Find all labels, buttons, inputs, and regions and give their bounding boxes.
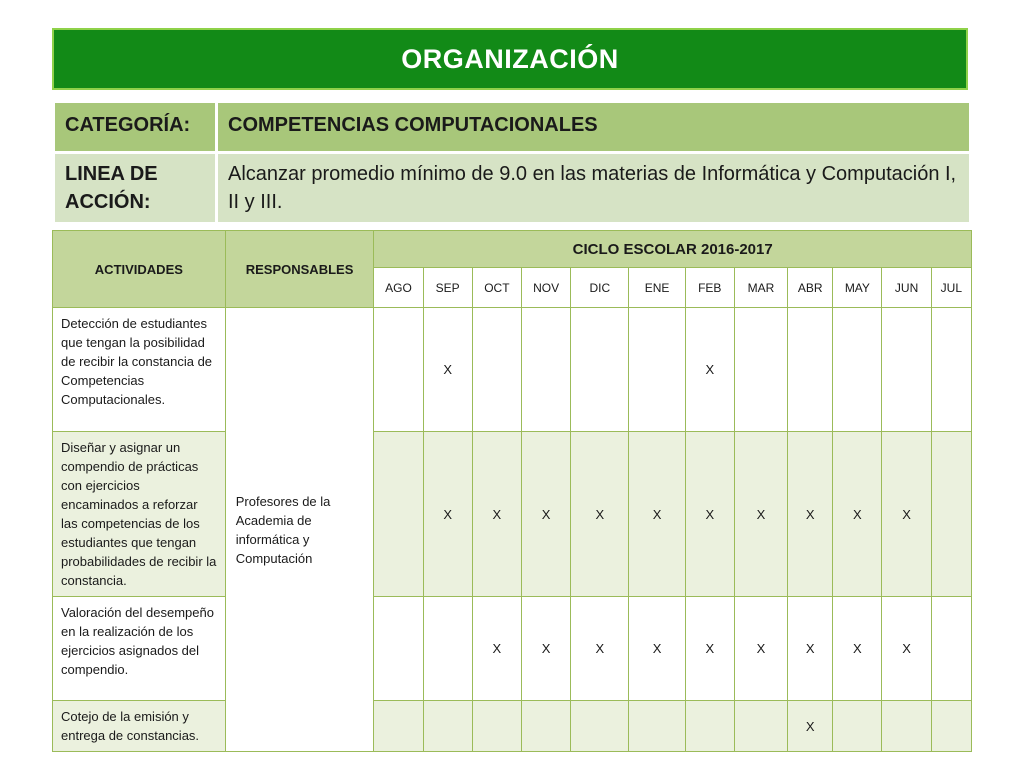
schedule-mark — [521, 701, 570, 752]
schedule-mark — [374, 432, 423, 597]
page-title: ORGANIZACIÓN — [401, 43, 619, 74]
schedule-mark — [571, 701, 629, 752]
schedule-mark — [374, 597, 423, 701]
schedule-mark: X — [882, 597, 931, 701]
category-label: CATEGORÍA: — [54, 102, 217, 153]
month-header: AGO — [374, 268, 423, 308]
schedule-mark: X — [629, 432, 685, 597]
schedule-mark — [734, 701, 787, 752]
schedule-mark: X — [629, 597, 685, 701]
schedule-mark: X — [685, 597, 734, 701]
schedule-mark — [521, 308, 570, 432]
category-row — [54, 102, 971, 153]
schedule-mark: X — [423, 432, 472, 597]
month-header: SEP — [423, 268, 472, 308]
activities-header: ACTIVIDADES — [53, 231, 226, 308]
month-header: ENE — [629, 268, 685, 308]
activity-text: Diseñar y asignar un compendio de prácticas con ejercicios encaminados a reforzar las competencias de los estudiantes que tengan probabilidades de recibir la constancia. — [53, 432, 226, 597]
info-table — [52, 100, 972, 225]
action-line-label: LINEA DE ACCIÓN: — [54, 153, 217, 224]
schedule-mark: X — [571, 432, 629, 597]
schedule-mark — [374, 701, 423, 752]
schedule-mark: X — [472, 432, 521, 597]
month-header: FEB — [685, 268, 734, 308]
schedule-mark — [472, 308, 521, 432]
activity-text: Valoración del desempeño en la realización de los ejercicios asignados del compendio. — [53, 597, 226, 701]
activity-row — [53, 308, 972, 432]
action-line-row — [54, 153, 971, 224]
schedule-mark — [374, 308, 423, 432]
schedule-table — [52, 230, 972, 752]
schedule-mark — [833, 308, 882, 432]
schedule-mark — [423, 701, 472, 752]
schedule-mark — [931, 701, 971, 752]
schedule-mark: X — [472, 597, 521, 701]
schedule-mark: X — [423, 308, 472, 432]
schedule-mark: X — [788, 701, 833, 752]
schedule-mark: X — [788, 597, 833, 701]
schedule-mark: X — [882, 432, 931, 597]
activity-row — [53, 597, 972, 701]
schedule-mark — [833, 701, 882, 752]
activity-row — [53, 701, 972, 752]
month-header: NOV — [521, 268, 570, 308]
schedule-mark: X — [734, 597, 787, 701]
schedule-mark — [571, 308, 629, 432]
schedule-mark — [685, 701, 734, 752]
schedule-mark — [629, 308, 685, 432]
schedule-mark: X — [685, 432, 734, 597]
schedule-mark: X — [734, 432, 787, 597]
activity-text: Detección de estudiantes que tengan la posibilidad de recibir la constancia de Competencias Computacionales. — [53, 308, 226, 432]
schedule-mark: X — [571, 597, 629, 701]
schedule-mark — [931, 597, 971, 701]
month-header: DIC — [571, 268, 629, 308]
schedule-mark: X — [833, 597, 882, 701]
schedule-mark: X — [685, 308, 734, 432]
schedule-mark: X — [521, 432, 570, 597]
month-header: ABR — [788, 268, 833, 308]
schedule-mark: X — [833, 432, 882, 597]
action-line-value: Alcanzar promedio mínimo de 9.0 en las materias de Informática y Computación I, II y III. — [217, 153, 971, 224]
schedule-mark — [882, 308, 931, 432]
schedule-mark — [788, 308, 833, 432]
month-header: JUL — [931, 268, 971, 308]
schedule-mark — [931, 432, 971, 597]
schedule-mark — [734, 308, 787, 432]
responsible-cell: Profesores de la Academia de informática y Computación — [225, 308, 374, 752]
schedule-mark: X — [788, 432, 833, 597]
schedule-mark — [423, 597, 472, 701]
schedule-mark — [472, 701, 521, 752]
category-value: COMPETENCIAS COMPUTACIONALES — [217, 102, 971, 153]
month-header: JUN — [882, 268, 931, 308]
title-banner — [52, 28, 968, 90]
month-header: MAY — [833, 268, 882, 308]
schedule-mark — [931, 308, 971, 432]
cycle-header: CICLO ESCOLAR 2016-2017 — [374, 231, 972, 268]
schedule-mark: X — [521, 597, 570, 701]
activity-row — [53, 432, 972, 597]
activity-text: Cotejo de la emisión y entrega de constancias. — [53, 701, 226, 752]
month-header: MAR — [734, 268, 787, 308]
responsible-header: RESPONSABLES — [225, 231, 374, 308]
schedule-mark — [629, 701, 685, 752]
month-header: OCT — [472, 268, 521, 308]
schedule-mark — [882, 701, 931, 752]
